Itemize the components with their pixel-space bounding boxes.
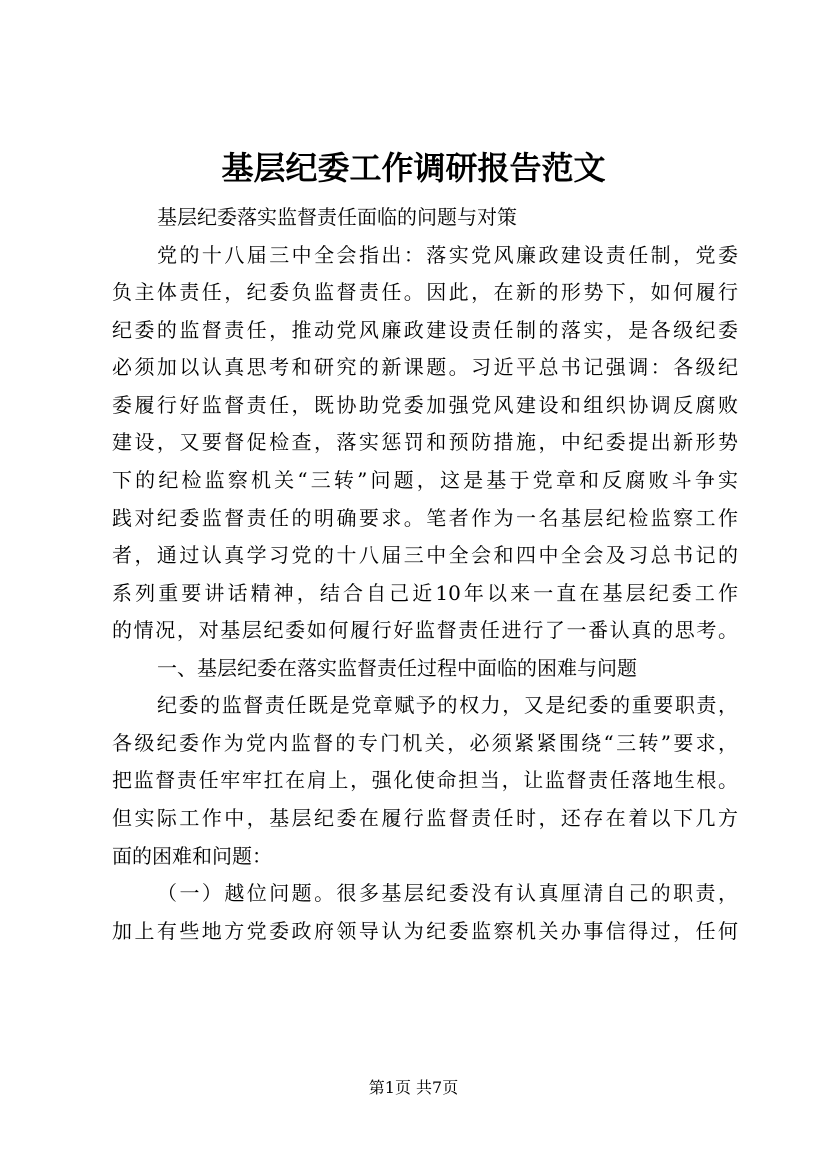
paragraph-line: 把监督责任牢牢扛在肩上，强化使命担当，让监督责任落地生根。 [112, 768, 738, 792]
paragraph-line: 负主体责任，纪委负监督责任。因此，在新的形势下，如何履行 [112, 280, 738, 304]
section-heading-line: 一、基层纪委在落实监督责任过程中面临的困难与问题 [157, 656, 637, 680]
paragraph-line: 必须加以认真思考和研究的新课题。习近平总书记强调：各级纪 [112, 355, 738, 379]
document-title: 基层纪委工作调研报告范文 [221, 149, 606, 187]
paragraph-line: 但实际工作中，基层纪委在履行监督责任时，还存在着以下几方 [112, 806, 738, 830]
paragraph-line: 面的困难和问题： [112, 844, 272, 868]
paragraph-line: 者，通过认真学习党的十八届三中全会和四中全会及习总书记的 [112, 543, 738, 567]
paragraph-line: 纪委的监督责任，推动党风廉政建设责任制的落实，是各级纪委 [112, 318, 738, 342]
paragraph-line: 系列重要讲话精神，结合自己近10年以来一直在基层纪委工作 [112, 581, 738, 605]
paragraph-line: 各级纪委作为党内监督的专门机关，必须紧紧围绕“三转”要求， [112, 731, 738, 755]
paragraph-line: 下的纪检监察机关“三转”问题，这是基于党章和反腐败斗争实 [112, 468, 738, 492]
paragraph-line: （一）越位问题。很多基层纪委没有认真厘清自己的职责， [157, 881, 738, 905]
paragraph-line: 建设，又要督促检查，落实惩罚和预防措施，中纪委提出新形势 [112, 430, 738, 454]
paragraph-line: 党的十八届三中全会指出：落实党风廉政建设责任制，党委 [157, 243, 738, 267]
paragraph-line: 委履行好监督责任，既协助党委加强党风建设和组织协调反腐败 [112, 393, 738, 417]
subtitle-line: 基层纪委落实监督责任面临的问题与对策 [157, 205, 517, 229]
paragraph-line: 的情况，对基层纪委如何履行好监督责任进行了一番认真的思考。 [112, 618, 738, 642]
paragraph-line: 加上有些地方党委政府领导认为纪委监察机关办事信得过，任何 [112, 919, 738, 943]
page-number-footer: 第1页 共7页 [368, 1078, 459, 1097]
paragraph-line: 纪委的监督责任既是党章赋予的权力，又是纪委的重要职责， [157, 693, 738, 717]
paragraph-line: 践对纪委监督责任的明确要求。笔者作为一名基层纪检监察工作 [112, 506, 738, 530]
